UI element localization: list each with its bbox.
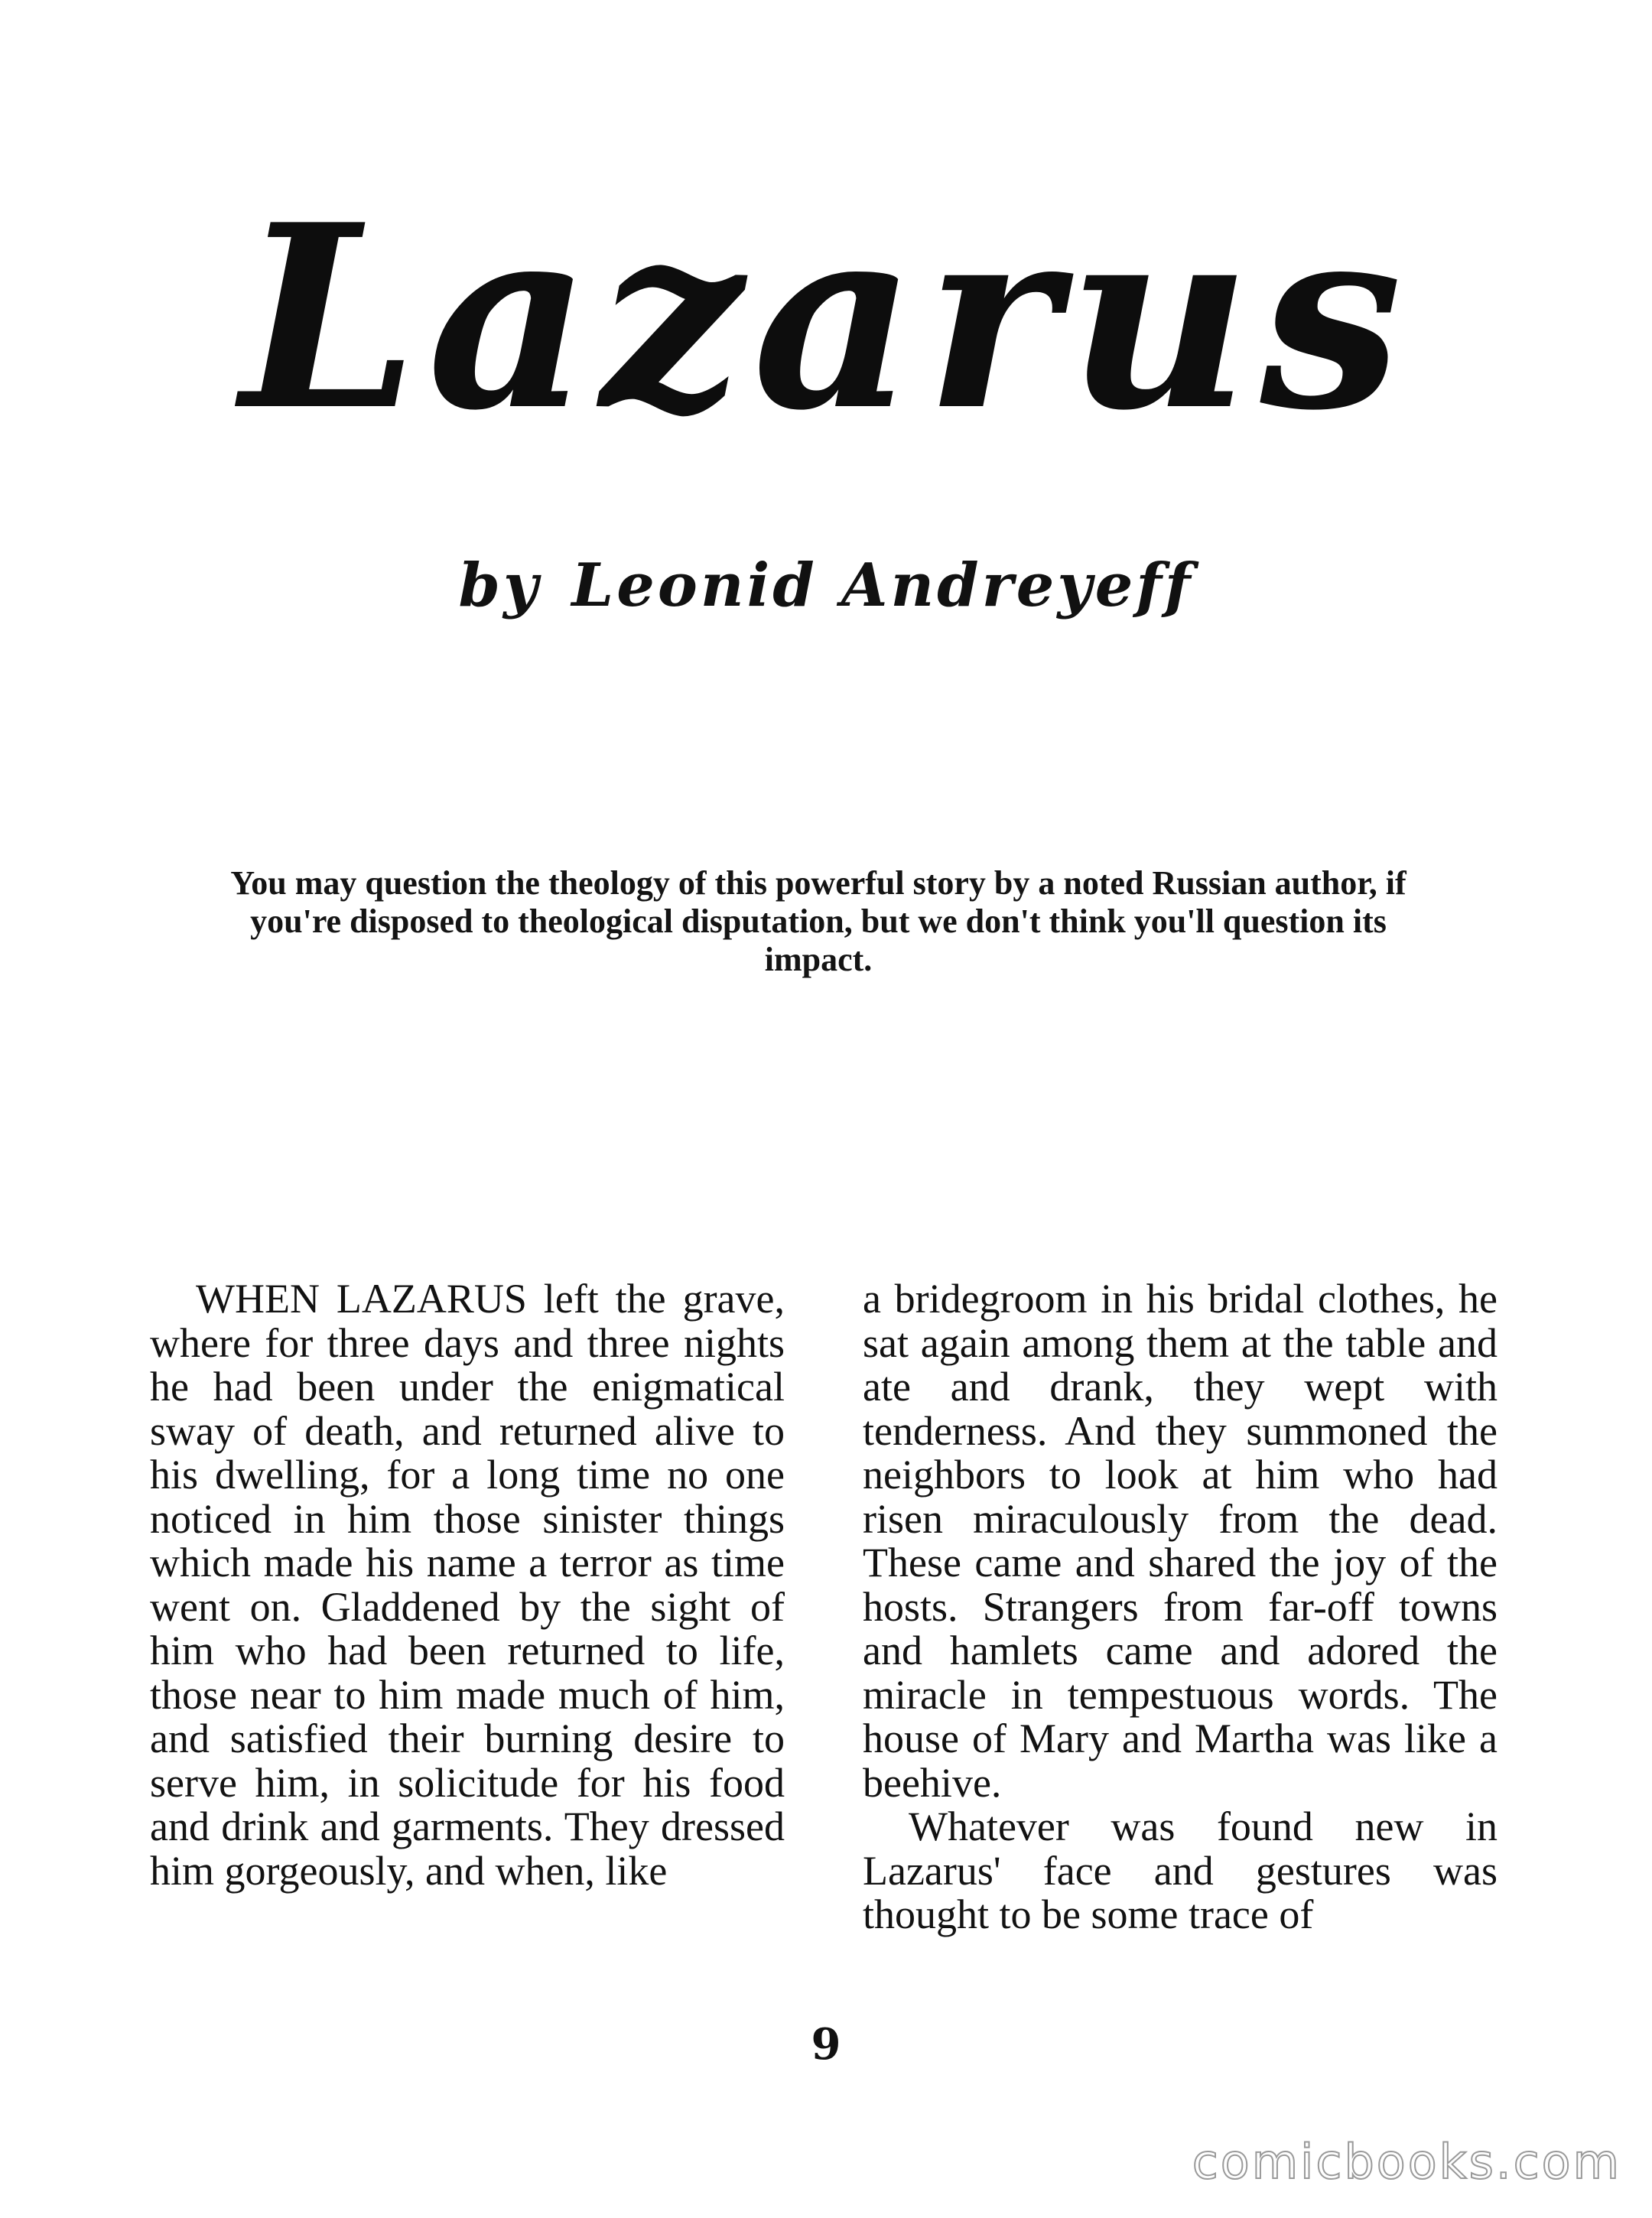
author-name: Leonid Andreyeff — [571, 551, 1194, 620]
paragraph: WHEN LAZARUS left the grave, where for three days and three nights he had been under the enigmatical sway of death, and returned alive to his dwelling, for a long time no one noticed in him those sinister things which made his name a terror as time went on. Gladdened by the sight of him who had been returned to life, those near to him made much of him, and satisfied their burning desire to serve him, in solicitude for his food and drink and garments. They dressed him gorgeously, and when, like — [150, 1276, 785, 1894]
watermark: comicbooks.com — [1192, 2134, 1621, 2190]
paragraph: Whatever was found new in Lazarus' face and gestures was thought to be some trace of — [863, 1803, 1498, 1937]
intro-blurb: You may question the theology of this powerful story by a noted Russian author, if you're disposed to theological disputation, but we don't think you'll question its impact. — [230, 864, 1406, 978]
paragraph: a bridegroom in his bridal clothes, he sat again among them at the table and ate and drank, they wept with tenderness. And they summoned the neighbors to look at him who had risen miraculously from the dead. These came and shared the joy of the hosts. Strangers from far-off towns and hamlets came and adored the miracle in tempestuous words. The house of Mary and Martha was like a beehive. — [863, 1276, 1498, 1806]
text-column-left — [150, 1277, 785, 1893]
byline-by: by — [458, 551, 541, 620]
text-column-right — [863, 1277, 1498, 1937]
story-title: Lazarus — [240, 169, 1412, 466]
byline — [0, 551, 1652, 620]
page-number: 9 — [811, 2019, 841, 2070]
